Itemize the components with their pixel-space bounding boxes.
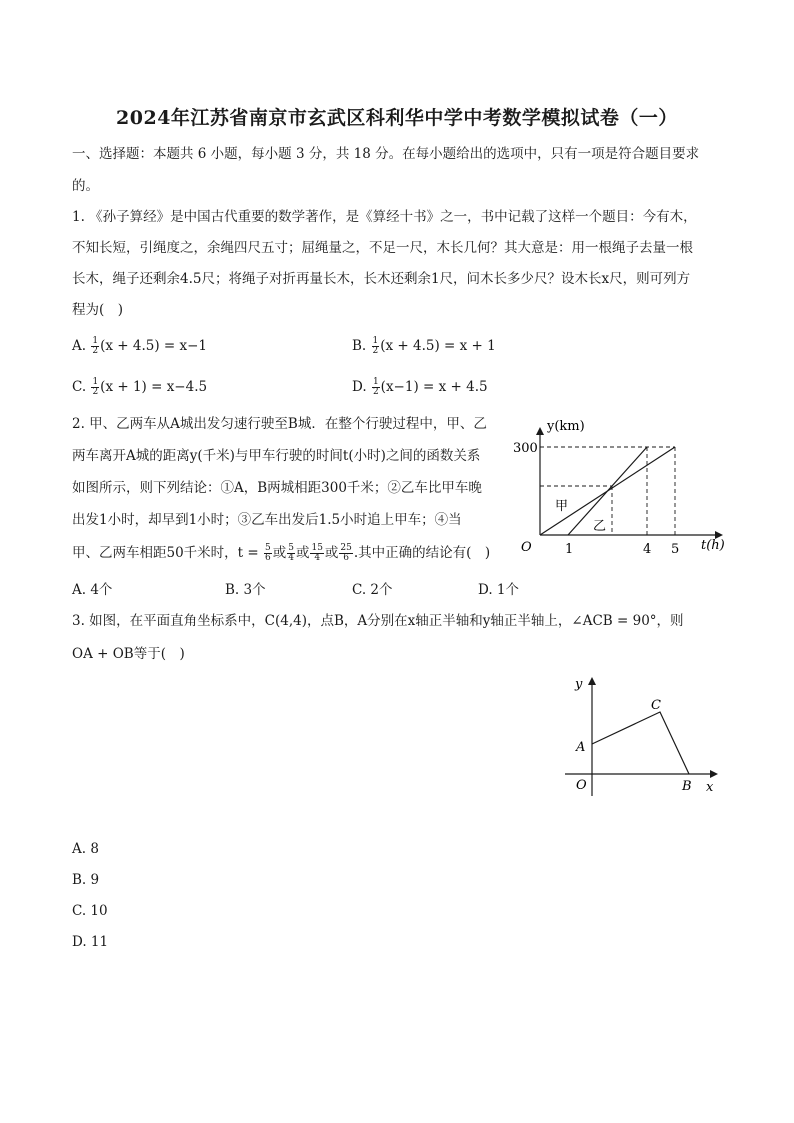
option-label: B. [352,338,367,354]
q2-option-a[interactable]: A. 4个 [72,582,113,598]
q2-option-b[interactable]: B. 3个 [225,582,266,598]
fraction: $\frac{1}{2}$ [372,377,379,397]
q1-option-a[interactable] [72,337,207,356]
q1-option-c[interactable] [72,378,207,397]
fraction: $\frac{5}{4}$ [288,543,294,563]
option-expression: (x−1) = x + 4.5 [380,379,488,395]
q3-option-b[interactable]: B. 9 [72,872,100,888]
q1-line-4: 程为( ) [72,302,124,318]
q3-option-d[interactable]: D. 11 [72,934,109,950]
y-tick-300: 300 [513,441,538,456]
q1-line-2: 不知长短，引绳度之，余绳四尺五寸；屈绳量之，不足一尺，木长几何？其大意是：用一根绳子去量一根 [72,240,693,256]
fraction: $\frac{1}{2}$ [372,336,379,356]
fraction: $\frac{1}{2}$ [92,336,99,356]
q2-line-2: 两车离开A城的距离y(千米)与甲车行驶的时间t(小时)之间的函数关系 [72,448,481,464]
line-yi [568,447,647,535]
q2-line-5: 甲、乙两车相距50千米时，t = $\frac{5}{6}$ 或 $\frac{5}{4}$ 或 $\frac{15}{4}$ 或 $\frac{25}{6}$ .其中正确的结论有( ) [72,543,491,563]
point-a-label: A [576,740,586,755]
q1-line-1: 1. 《孙子算经》是中国古代重要的数学著作，是《算经十书》之一，书中记载了这样一个题目：今有木， [72,209,697,225]
option-label: A. [72,338,87,354]
point-b-label: B [682,779,692,794]
option-expression: (x + 4.5) = x−1 [100,338,207,354]
option-label: C. [72,379,87,395]
q2-line-3: 如图所示，则下列结论：①A，B两城相距300千米；②乙车比甲车晚 [72,480,482,496]
page-title: 2024年江苏省南京市玄武区科利华中学中考数学模拟试卷（一） [116,107,678,129]
fraction: $\frac{15}{4}$ [311,543,323,563]
x-label: x [706,780,714,795]
point-c-label: C [651,698,661,713]
fraction: $\frac{1}{2}$ [92,377,99,397]
y-axis-arrow-icon [588,677,596,685]
q2-option-d[interactable]: D. 1个 [478,582,520,598]
q3-option-c[interactable]: C. 10 [72,903,108,919]
origin-label: O [576,778,587,793]
q3-line-1: 3. 如图，在平面直角坐标系中，C(4,4)，点B，A分别在x轴正半轴和y轴正半轴上，∠ACB = 90°，则 [72,613,684,629]
q2-option-c[interactable]: C. 2个 [352,582,393,598]
x-tick-1: 1 [565,542,574,557]
x-axis-arrow-icon [710,770,718,778]
fraction: $\frac{5}{6}$ [265,543,271,563]
q2-line-4: 出发1小时，却早到1小时；③乙车出发后1.5小时追上甲车；④当 [72,512,462,528]
section-heading-line1: 一、选择题：本题共 6 小题，每小题 3 分，共 18 分。在每小题给出的选项中，只有一项是符合题目要求 [72,146,700,162]
x-tick-4: 4 [643,542,652,557]
x-axis-label: t(h) [701,538,725,553]
option-expression: (x + 4.5) = x + 1 [380,338,496,354]
angle-acb [592,712,689,774]
origin-label: O [521,540,532,555]
q3-option-a[interactable]: A. 8 [72,841,99,857]
y-axis-label: y(km) [547,419,585,434]
q1-option-b[interactable] [352,337,496,356]
x-tick-5: 5 [671,542,680,557]
q1-line-3: 长木，绳子还剩余4.5尺；将绳子对折再量长木，长木还剩余1尺，问木长多少尺？设木长x尺，则可列方 [72,271,691,287]
section-heading-line2: 的。 [72,178,99,194]
q3-coordinate-figure [560,670,730,800]
fraction: $\frac{25}{6}$ [340,543,352,563]
label-yi: 乙 [593,519,607,534]
y-label: y [575,677,583,692]
q2-line-1: 2. 甲、乙两车从A城出发匀速行驶至B城．在整个行驶过程中，甲、乙 [72,416,487,432]
q2-distance-time-graph [505,410,730,560]
y-axis-arrow-icon [536,427,544,435]
q3-line-2: OA + OB等于( ) [72,646,185,662]
label-jia: 甲 [555,499,569,514]
q1-option-d[interactable] [352,378,488,397]
option-expression: (x + 1) = x−4.5 [100,379,208,395]
option-label: D. [352,379,367,395]
